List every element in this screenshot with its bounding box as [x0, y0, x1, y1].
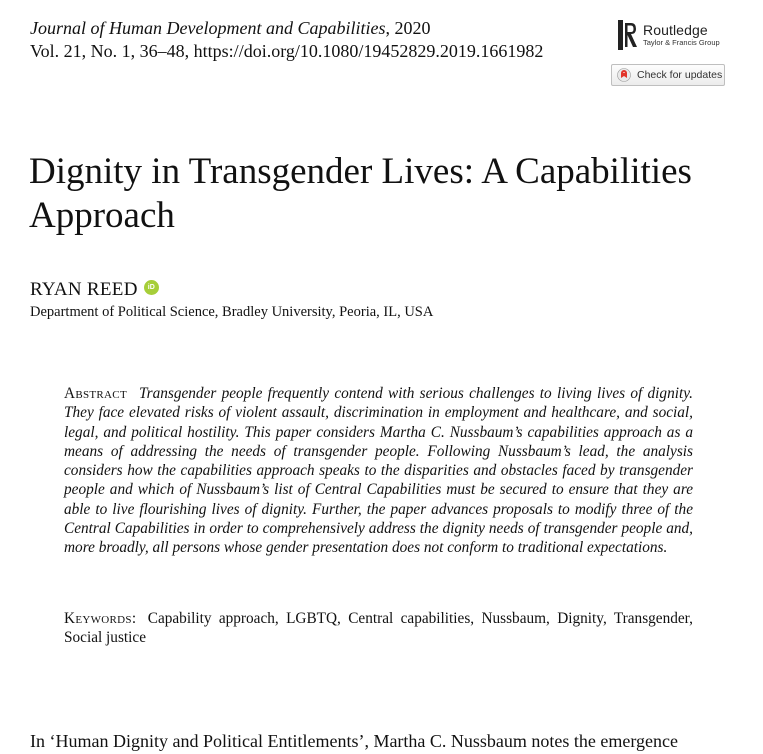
keywords — [64, 609, 693, 648]
journal-citation[interactable]: Vol. 21, No. 1, 36–48, https://doi.org/10.1080/19452829.2019.1661982 — [30, 41, 544, 61]
author-row — [30, 279, 159, 301]
publisher-group: Taylor & Francis Group — [643, 38, 720, 48]
abstract-text: Transgender people frequently contend with serious challenges to living lives of dignity. They face elevated risks of violent assault, discrimination in employment and healthcare, and social, legal, and political hostility. This paper considers Martha C. Nussbaum’s capabilities approach as a means of addressing the needs of transgender people. Following Nussbaum’s lead, the analysis considers how the capabilities approach speaks to the disparities and obstacles faced by transgender people and which of Nussbaum’s list of Central Capabilities must be secured to ensure that they are able to live flourishing lives of dignity. Further, the paper advances proposals to modify three of the Central Capabilities in order to comprehensively address the dignity needs of transgender people and, more broadly, all persons whose gender presentation does not conform to traditional expectations. — [64, 385, 693, 557]
check-updates-label: Check for updates — [637, 69, 723, 81]
routledge-r-icon — [618, 20, 638, 50]
check-for-updates-button[interactable] — [611, 64, 725, 86]
journal-name: Journal of Human Development and Capabilities — [30, 18, 386, 38]
orcid-icon[interactable]: iD — [144, 280, 159, 295]
check-updates-icon — [617, 68, 631, 82]
keywords-text: Capability approach, LGBTQ, Central capabilities, Nussbaum, Dignity, Transgender, Social justice — [64, 610, 693, 647]
abstract-heading: Abstract — [64, 385, 127, 402]
author-affiliation: Department of Political Science, Bradley University, Peoria, IL, USA — [30, 304, 434, 320]
article-title: Dignity in Transgender Lives: A Capabilities Approach — [29, 151, 692, 236]
body-first-line: In ‘Human Dignity and Political Entitlements’, Martha C. Nussbaum notes the emergence — [30, 731, 679, 751]
keywords-heading: Keywords: — [64, 610, 137, 627]
journal-title-line — [30, 17, 430, 39]
publisher-name: Routledge — [643, 22, 708, 39]
author-name: RYAN REED — [30, 279, 138, 300]
journal-year: , 2020 — [385, 18, 431, 38]
abstract — [64, 384, 693, 558]
publisher-logo — [618, 20, 720, 50]
